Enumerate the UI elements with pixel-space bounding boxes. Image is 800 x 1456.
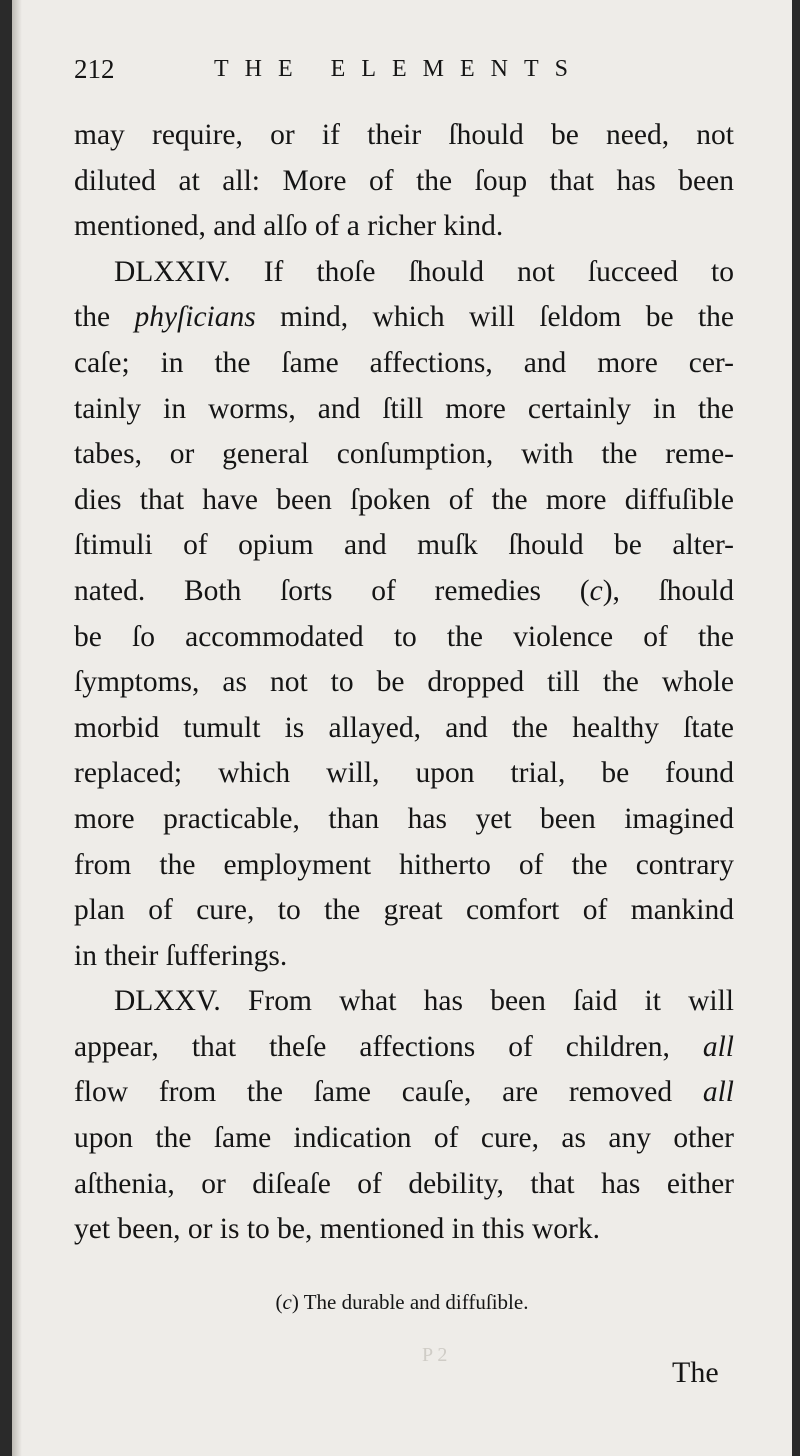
text-line: mentioned, and alſo of a richer kind.: [74, 210, 504, 243]
text-line: plan of cure, to the great comfort of mankind: [74, 894, 734, 927]
text-line: ſymptoms, as not to be dropped till the whole: [74, 666, 734, 699]
book-page: [12, 0, 792, 1456]
text-line: morbid tumult is allayed, and the healthy ſtate: [74, 711, 734, 744]
paragraph: [74, 113, 734, 250]
text-line: in their ſufferings.: [74, 939, 288, 972]
italic-word: all: [702, 1030, 734, 1063]
text-line: be ſo accommodated to the violence of the: [74, 620, 734, 653]
paragraph: [74, 250, 734, 980]
text-line: DLXXV. From what has been ſaid it will: [114, 985, 734, 1018]
text-line: from the employment hitherto of the contrary: [74, 848, 734, 881]
text-line: may require, or if their ſhould be need, not: [74, 119, 734, 151]
text-line: upon the ſame indication of cure, as any other: [74, 1122, 734, 1155]
text-line: replaced; which will, upon trial, be found: [74, 757, 734, 790]
text-line: appear, that theſe affections of children, all: [74, 1030, 734, 1063]
footnote-text: The durable and diffuſible.: [303, 1290, 529, 1314]
catchword: The: [672, 1356, 719, 1389]
text-line: DLXXIV. If thoſe ſhould not ſucceed to: [114, 255, 734, 288]
italic-word: all: [702, 1076, 734, 1109]
text-line: yet been, or is to be, mentioned in this work.: [74, 1213, 600, 1246]
text-line: the phyſicians mind, which will ſeldom be the: [74, 301, 734, 334]
text-line: dies that have been ſpoken of the more diffuſible: [74, 483, 734, 516]
text-line: ſtimuli of opium and muſk ſhould be alter-: [74, 529, 734, 562]
body-text: [74, 113, 734, 1253]
text-line: tainly in worms, and ſtill more certainly in the: [74, 392, 734, 425]
text-line: nated. Both ſorts of remedies (c), ſhould: [74, 574, 735, 607]
text-line: more practicable, than has yet been imagined: [74, 802, 734, 835]
text-line: tabes, or general conſumption, with the reme-: [74, 438, 734, 471]
binding-shadow: [12, 0, 22, 1456]
italic-word: phyſicians: [134, 301, 256, 334]
running-title: THE ELEMENTS: [214, 56, 584, 82]
text-line: caſe; in the ſame affections, and more cer-: [74, 346, 734, 379]
text-line: diluted at all: More of the ſoup that has been: [74, 164, 734, 197]
page-number: 212: [74, 54, 115, 84]
paragraph: [74, 979, 734, 1253]
footnote-marker: (c): [275, 1290, 299, 1314]
footnote: [12, 1290, 792, 1315]
italic-word: c: [589, 574, 603, 607]
signature-mark: P 2: [422, 1344, 448, 1366]
text-line: flow from the ſame cauſe, are removed all: [74, 1076, 734, 1109]
text-line: aſthenia, or diſeaſe of debility, that has either: [74, 1167, 734, 1200]
